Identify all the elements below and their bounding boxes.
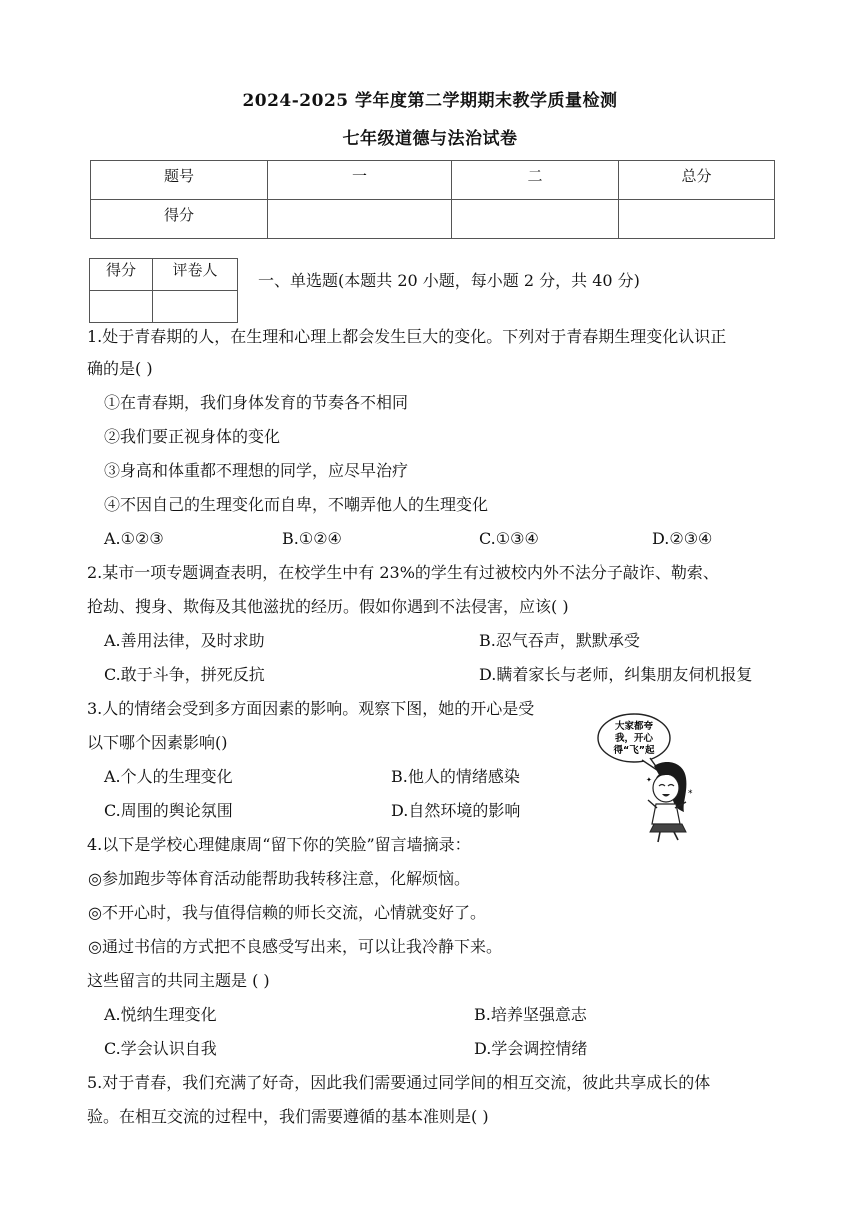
score-cell-total[interactable] <box>619 200 775 239</box>
q2-option-d[interactable]: D.瞒着家长与老师，纠集朋友伺机报复 <box>479 665 753 684</box>
score-table <box>90 160 775 239</box>
q2-option-c[interactable]: C.敢于斗争，拼死反抗 <box>104 665 265 684</box>
q3-option-d[interactable]: D.自然环境的影响 <box>391 801 521 820</box>
q2-stem-line2: 抢劫、搜身、欺侮及其他滋扰的经历。假如你遇到不法侵害，应该( ) <box>87 597 569 616</box>
q1-option-a[interactable]: A.①②③ <box>104 529 164 548</box>
score-table-score-row <box>91 200 775 239</box>
q5-stem-line2: 验。在相互交流的过程中，我们需要遵循的基本准则是( ) <box>87 1107 489 1126</box>
q4-stem-line1: 4.以下是学校心理健康周“留下你的笑脸”留言墙摘录： <box>87 835 471 854</box>
q4-message-2: ◎不开心时，我与值得信赖的师长交流，心情就变好了。 <box>88 903 486 922</box>
svg-text:✦: ✦ <box>646 776 652 784</box>
grader-name-label: 评卷人 <box>153 259 238 291</box>
q1-stem-line1: 1.处于青春期的人，在生理和心理上都会发生巨大的变化。下列对于青春期生理变化认识正 <box>87 327 727 346</box>
score-cell-part1[interactable] <box>268 200 452 239</box>
q4-option-c[interactable]: C.学会认识自我 <box>104 1039 217 1058</box>
grader-name-cell[interactable] <box>153 291 238 323</box>
q1-stem-line2: 确的是( ) <box>87 359 153 378</box>
q3-stem-line1: 3.人的情绪会受到多方面因素的影响。观察下图，她的开心是受 <box>87 699 535 718</box>
q4-option-d[interactable]: D.学会调控情绪 <box>474 1039 588 1058</box>
exam-subtitle: 七年级道德与法治试卷 <box>342 129 518 149</box>
happy-girl-cartoon <box>594 712 694 844</box>
score-row-label: 得分 <box>91 200 268 239</box>
q2-option-a[interactable]: A.善用法律，及时求助 <box>104 631 265 650</box>
score-header-part1: 一 <box>268 161 452 200</box>
section-heading: 一、单选题(本题共 20 小题，每小题 2 分，共 40 分) <box>258 271 640 290</box>
q4-message-3: ◎通过书信的方式把不良感受写出来，可以让我冷静下来。 <box>88 937 502 956</box>
q4-stem-line2: 这些留言的共同主题是 ( ) <box>87 971 270 990</box>
grader-score-cell[interactable] <box>90 291 153 323</box>
q2-option-b[interactable]: B.忍气吞声，默默承受 <box>479 631 640 650</box>
q5-stem-line1: 5.对于青春，我们充满了好奇，因此我们需要通过同学间的相互交流，彼此共享成长的体 <box>87 1073 711 1092</box>
q1-item-2: ②我们要正视身体的变化 <box>104 427 281 446</box>
q3-option-c[interactable]: C.周围的舆论氛围 <box>104 801 233 820</box>
exam-title: 2024-2025 学年度第二学期期末教学质量检测 <box>242 91 618 111</box>
q3-stem-line2: 以下哪个因素影响() <box>87 733 228 752</box>
q4-message-1: ◎参加跑步等体育活动能帮助我转移注意，化解烦恼。 <box>88 869 470 888</box>
score-header-total: 总分 <box>619 161 775 200</box>
svg-text:*: * <box>688 789 693 799</box>
score-header-question-no: 题号 <box>91 161 268 200</box>
q1-option-c[interactable]: C.①③④ <box>479 529 539 548</box>
bubble-line-1: 大家都夸 <box>614 721 654 732</box>
q4-option-b[interactable]: B.培养坚强意志 <box>474 1005 587 1024</box>
q4-option-a[interactable]: A.悦纳生理变化 <box>104 1005 217 1024</box>
q1-item-3: ③身高和体重都不理想的同学，应尽早治疗 <box>104 461 409 480</box>
q3-option-a[interactable]: A.个人的生理变化 <box>104 767 233 786</box>
grader-table <box>89 258 238 323</box>
bubble-line-3: 得“飞”起 <box>613 745 655 756</box>
q2-stem-line1: 2.某市一项专题调查表明，在校学生中有 23%的学生有过被校内外不法分子敲诈、勒索、 <box>87 563 719 582</box>
bubble-line-2: 我，开心 <box>614 733 654 744</box>
q1-item-1: ①在青春期，我们身体发育的节奏各不相同 <box>104 393 409 412</box>
grader-score-label: 得分 <box>90 259 153 291</box>
q3-option-b[interactable]: B.他人的情绪感染 <box>391 767 520 786</box>
score-header-part2: 二 <box>452 161 619 200</box>
q1-item-4: ④不因自己的生理变化而自卑，不嘲弄他人的生理变化 <box>104 495 489 514</box>
score-table-header-row <box>91 161 775 200</box>
score-cell-part2[interactable] <box>452 200 619 239</box>
q1-option-b[interactable]: B.①②④ <box>282 529 342 548</box>
q1-option-d[interactable]: D.②③④ <box>652 529 713 548</box>
